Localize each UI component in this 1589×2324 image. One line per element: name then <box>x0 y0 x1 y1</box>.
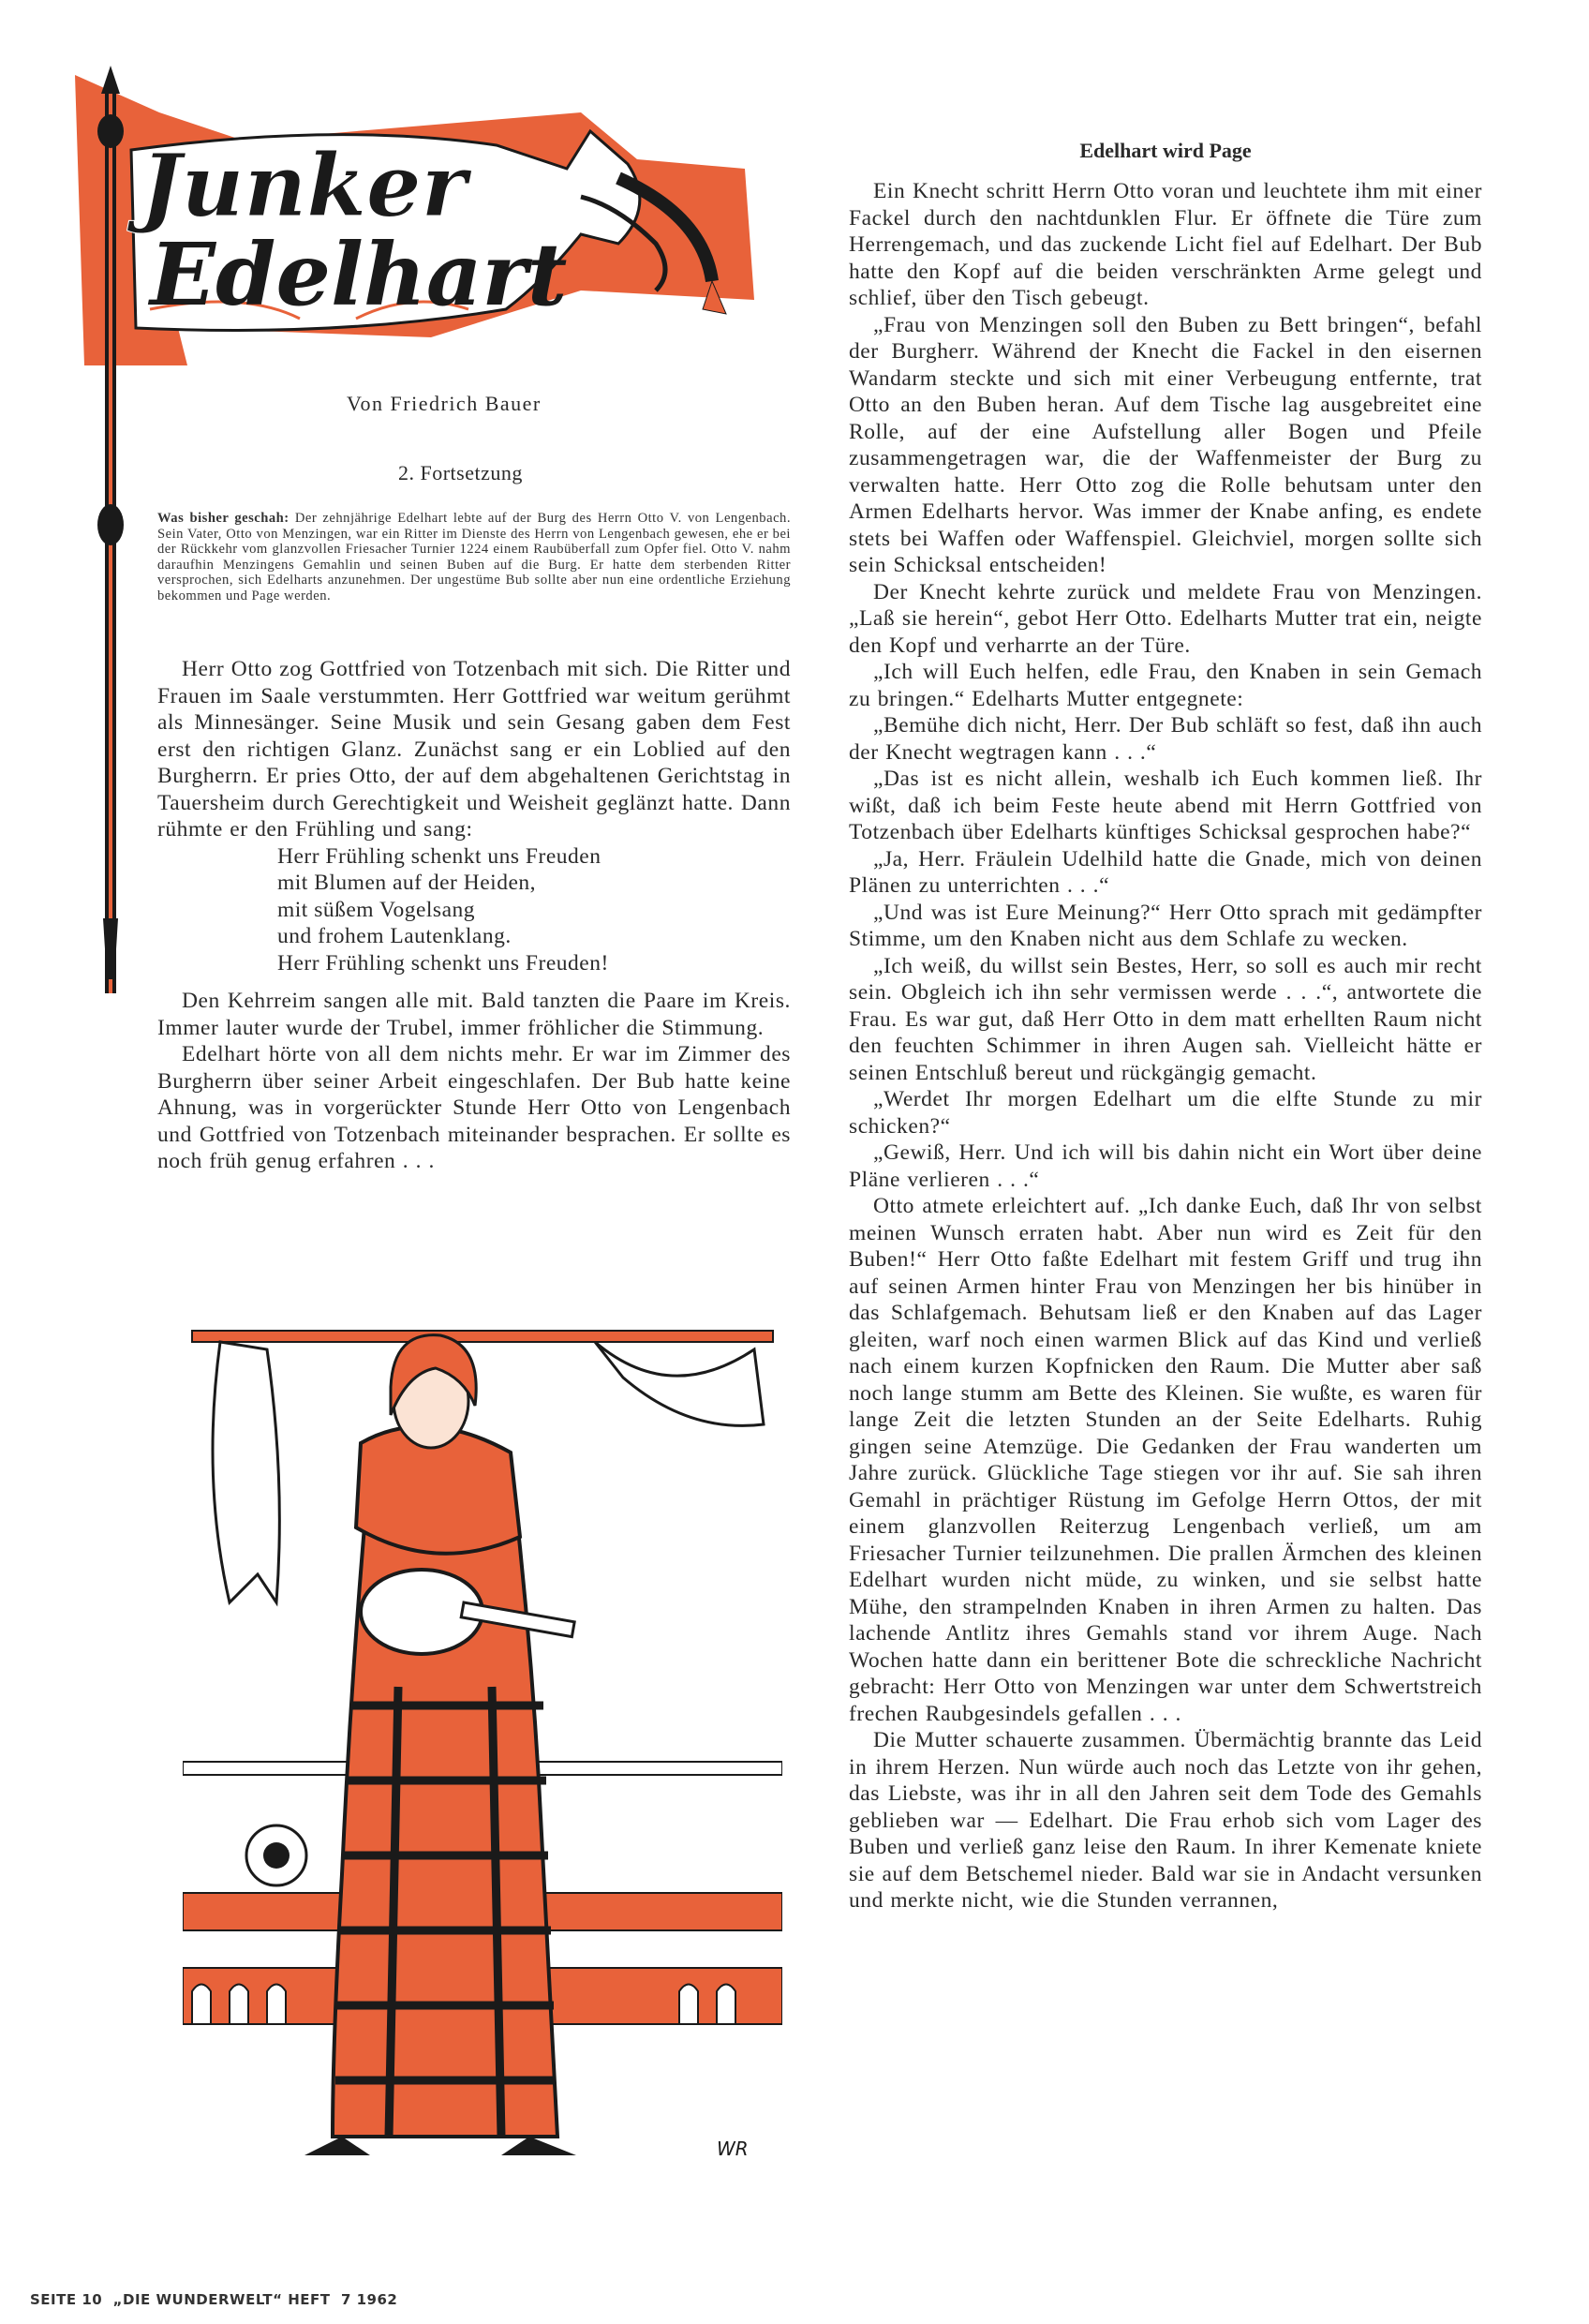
summary-text: Der zehnjährige Edelhart lebte auf der Burg des Herrn Otto V. von Lengenbach. Sein Vater, Otto von Menzingen, war ein Ritter im Dienste des Herrn von Lengenbach gewesen, ehe er bei der Rückkehr vom glanzvollen Friesacher Turnier 1224 einem Raubüberfall zum Opfer fiel. Otto V. nahm daraufhin Menzingens Gemahlin und seinen Buben auf die Burg. Er hatte dem sterbenden Ritter versprochen, sich Edelharts anzunehmen. Der ungestüme Bub sollte aber nun eine ordentliche Erziehung bekommen und Page werden. <box>157 511 792 603</box>
paragraph: „Das ist es nicht allein, weshalb ich Euch kommen ließ. Ihr wißt, daß ich beim Feste heute abend mit Herrn Gottfried von Totzenbach über Edelharts künftiges Schicksal gesprochen habe?“ <box>849 767 1482 844</box>
banner-title-line2: Edelhart <box>150 224 568 325</box>
paragraph: Otto atmete erleichtert auf. „Ich danke Euch, daß Ihr von selbst meinen Wunsch erraten habt. Aber nun wird es Zeit für den Buben!“ Herr Otto faßte Edelhart mit festem Griff und trug ihn auf seinen Armen hinter Frau von Menzingen her bis hinüber in das Schlafgemach. Behutsam ließ er den Knaben auf das Lager gleiten, warf noch einen warmen Blick auf das Kind und verließ nach einem kurzen Kopfnicken den Raum. Die Mutter aber saß noch lange stumm am Bette des Kleinen. Sie wußte, es waren für lange Zeit die letzten Stunden an der Seite Edelharts. Ruhig gingen seine Atemzüge. Die Gedanken der Frau wanderten um Jahre zurück. Glückliche Tage stiegen vor ihr auf. Sie sah ihren Gemahl in prächtiger Rüstung im Gefolge Herrn Ottos, der mit einem glanzvollen Reiterzug Lengenbach verließ, um am Friesacher Turnier teilzunehmen. Die prallen Ärmchen des kleinen Edelhart wurden nicht müde, zu winken, und sie selbst hatte Mühe, den strampelnden Knaben in ihren Armen zu halten. Das lachende Antlitz ihres Gemahls stand vor ihrem Auge. Nach Wochen hatte dann ein berittener Bote die schreckliche Nachricht gebracht: Herr Otto von Menzingen war unter dem Schwertstreich frechen Raubgesindels gefallen . . . <box>849 1194 1482 1726</box>
paragraph: „Ich will Euch helfen, edle Frau, den Knaben in sein Gemach zu bringen.“ Edelharts Mutter entgegnete: <box>849 660 1482 711</box>
paragraph: Den Kehrreim sangen alle mit. Bald tanzten die Paare im Kreis. Immer lauter wurde der Trubel, immer fröhlicher die Stimmung. <box>157 989 791 1040</box>
paragraph: „Gewiß, Herr. Und ich will bis dahin nicht ein Wort über deine Pläne verlieren . . .“ <box>849 1140 1482 1192</box>
verse-line: mit süßem Vogelsang <box>277 897 475 922</box>
paragraph: „Bemühe dich nicht, Herr. Der Bub schläft so fest, daß ihn auch der Knecht wegtragen kann . . .“ <box>849 713 1482 765</box>
song-verse <box>277 843 791 977</box>
minstrel-illustration <box>183 1293 782 2179</box>
paragraph: „Werdet Ihr morgen Edelhart um die elfte Stunde zu mir schicken?“ <box>849 1087 1482 1139</box>
banner-title-line1: Junker <box>141 135 468 236</box>
story-summary <box>157 511 791 604</box>
paragraph: „Und was ist Eure Meinung?“ Herr Otto sprach mit gedämpfter Stimme, um den Knaben nicht aus dem Schlafe zu wecken. <box>849 900 1482 951</box>
paragraph: „Ich weiß, du willst sein Bestes, Herr, so soll es auch mir recht sein. Obgleich ich ihn sehr vermissen werde . . .“, antwortete die Frau. Es war gut, daß Herr Otto in dem matt erhellten Raum nicht den feuchten Schimmer in ihren Augen sah. Vielleicht hätte er seinen Entschluß bereut und rückgängig gemacht. <box>849 953 1482 1085</box>
paragraph: Edelhart hörte von all dem nichts mehr. Er war im Zimmer des Burgherrn über seiner Arbeit eingeschlafen. Der Bub hatte keine Ahnung, was in vorgerückter Stunde Herr Otto von Lengenbach und Gottfried von Totzenbach miteinander besprachen. Er sollte es noch früh genug erfahren . . . <box>157 1042 791 1173</box>
right-column <box>849 178 1482 1914</box>
verse-line: Herr Frühling schenkt uns Freuden! <box>277 950 609 976</box>
paragraph: „Ja, Herr. Fräulein Udelhild hatte die Gnade, mich von deinen Plänen zu unterrichten . . .“ <box>849 846 1482 898</box>
paragraph: Die Mutter schauerte zusammen. Übermächtig brannte das Leid in ihrem Herzen. Nun würde auch noch das Letzte von ihr gehen, das Liebste, was ihr in all den Jahren seit dem Tode des Gemahls geblieben war — Edelhart. Die Frau erhob sich vom Lager des Buben und verließ ganz leise den Raum. In ihrer Kemenate kniete sie auf dem Betschemel nieder. Bald war sie in Andacht versunken und merkte nicht, wie die Stunden verrannen, <box>849 1728 1482 1913</box>
verse-line: mit Blumen auf der Heiden, <box>277 871 536 895</box>
page-footer: SEITE 10 „DIE WUNDERWELT“ HEFT 7 1962 <box>30 2291 398 2308</box>
installment-label: 2. Fortsetzung <box>398 461 523 484</box>
verse-line: Herr Frühling schenkt uns Freuden <box>277 843 601 869</box>
chapter-heading: Edelhart wird Page <box>1079 139 1252 162</box>
artist-signature: WR <box>717 2138 749 2160</box>
robe <box>333 1462 557 2137</box>
pole-tip-icon <box>101 66 120 94</box>
paragraph: Herr Otto zog Gottfried von Totzenbach mit sich. Die Ritter und Frauen im Saale verstummten. Herr Gottfried war weitum gerühmt als Minnesänger. Seine Musik und sein Gesang gaben dem Fest erst den richtigen Glanz. Zunächst sang er ein Loblied auf den Burgherrn. Er pries Otto, der auf dem abgehaltenen Gerichtstag in Tauersheim durch Gerechtigkeit und Weisheit geglänzt hatte. Dann rühmte er den Frühling und sang: <box>157 657 791 842</box>
left-column <box>157 656 791 1175</box>
paragraph: Der Knecht kehrte zurück und meldete Frau von Menzingen. „Laß sie herein“, gebot Herr Otto. Edelharts Mutter trat ein, neigte den Kopf und verharrte an der Türe. <box>849 579 1482 658</box>
paragraph: Ein Knecht schritt Herrn Otto voran und leuchtete ihm mit einer Fackel durch den nachtdunklen Flur. Er öffnete die Türe zum Herrengemach, und das zuckende Licht fiel auf Edelhart. Der Bub hatte den Kopf auf die beiden verschränkten Arme gelegt und schlief, über den Tisch gebeugt. <box>849 179 1482 310</box>
summary-label: Was bisher geschah: <box>157 511 290 526</box>
paragraph: „Frau von Menzingen soll den Buben zu Bett bringen“, befahl der Burgherr. Während der Knecht die Fackel in den eisernen Wandarm steckte und sich mit einer Verbeugung entfernte, trat Otto an den Buben heran. Auf dem Tische lag ausgebreitet eine Rolle, auf der eine Aufstellung aller Bogen und Pfeile zusammengetragen war, die der Waffenmeister der Burg zu verwalten hatte. Herr Otto zog die Rolle behutsam unter den Armen Edelharts hervor. Was immer der Knabe anfing, es endete stets bei Waffen oder Waffenspiel. Gleichviel, morgen sollte sich sein Schicksal entscheiden! <box>849 312 1482 577</box>
author-byline: Von Friedrich Bauer <box>347 392 542 415</box>
verse-line: und frohem Lautenklang. <box>277 924 512 948</box>
